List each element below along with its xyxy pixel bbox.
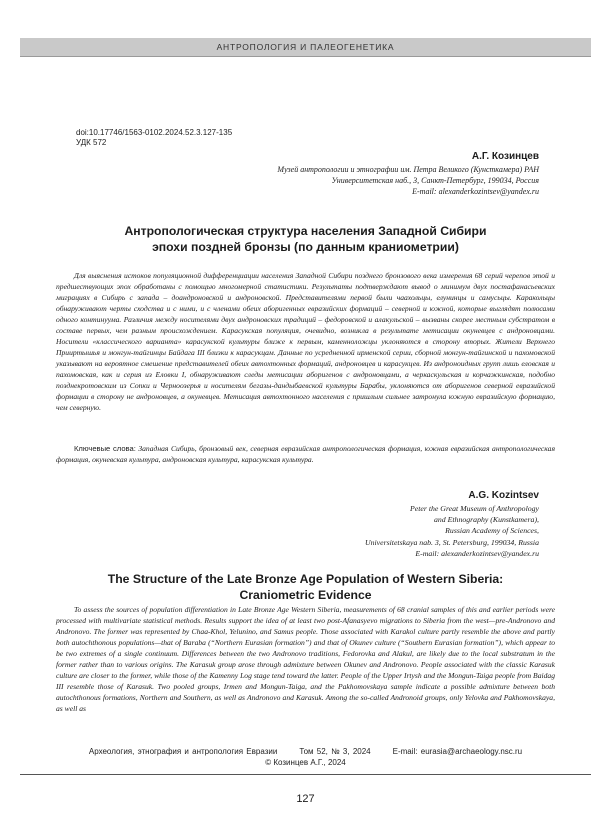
journal-name: Археология, этнография и антропология Евразии	[88, 747, 278, 756]
article-title-en	[60, 571, 551, 603]
affiliation-ru-line: Музей антропологии и этнографии им. Петра Великого (Кунсткамера) РАН	[277, 165, 539, 174]
title-ru-line: эпохи поздней бронзы (по данным краниометрии)	[152, 240, 459, 254]
page-number: 127	[296, 793, 315, 805]
doi: doi:10.17746/1563-0102.2024.52.3.127-135	[76, 128, 233, 137]
journal-volume: Том 52,	[299, 747, 328, 756]
keywords-label: Ключевые слова:	[74, 444, 136, 453]
affiliation-en-line: Russian Academy of Sciences,	[445, 526, 539, 536]
title-en-line: Craniometric Evidence	[239, 588, 372, 602]
journal-email: E-mail: eurasia@archaeology.nsc.ru	[392, 747, 523, 756]
section-header: АНТРОПОЛОГИЯ И ПАЛЕОГЕНЕТИКА	[20, 38, 591, 57]
keywords-text: Западная Сибирь, бронзовый век, северная евразийская антропологическая формация, южная евразийская антропологическая формация, окуневская культура, андроновская культура, карасукская культура.	[56, 444, 555, 464]
affiliation-en-line: and Ethnography (Kunstkamera),	[433, 515, 539, 525]
abstract-en: To assess the sources of population differentiation in Late Bronze Age Western Siberia, measurements of 68 cranial samples of this and earlier periods were processed with multivariate statistical methods. Results support the idea of at least two post-Afanasyevo migrations to Siberia from the west—pre-Andronovo and Andronovo. The former was represented by Chaa-Khol, Yelunino, and Samus people. Those associated with Karakol culture partly resemble the above and partly both autochthonous populations—that of Baraba (“Northern Eurasian formation”) and that of Okunev culture (“Southern Eurasian formation”), which appear to be two extremes of a single continuum. Differences between the two Andronovo traditions, Fedorovka and Alakul, are likely due to the local substratum in the former rather than to various origins. The Karasuk group arose through admixture between Okunev and Andronovo. People associated with the classic Karasuk culture are closer to the former, while those of the Kamenny Log stage tend toward the latter. People of the Upper Irtysh and the Mongun-Taiga people from Baidag III resemble those of Karasuk. Two pooled groups, Irmen and Mongun-Taiga, and the Pakhomovskaya sample indicate a possible admixture between both autochthonous formations, Northern and Southern, as well as Andronovo and Karasuk. Among the so-called Andronoid groups, only Yelovka and Pakhomovskaya, as well as	[56, 605, 555, 713]
udk-code: УДК 572	[76, 138, 107, 147]
journal-issue: № 3,	[331, 747, 350, 756]
copyright: © Козинцев А.Г., 2024	[265, 758, 346, 767]
title-ru-line: Антропологическая структура населения Западной Сибири	[124, 224, 487, 238]
affiliation-en-line: Peter the Great Museum of Anthropology	[410, 504, 539, 513]
footer-divider	[20, 774, 591, 775]
title-en-line: The Structure of the Late Bronze Age Population of Western Siberia:	[107, 572, 504, 586]
journal-footer	[20, 747, 591, 756]
abstract-ru: Для выяснения истоков популяционной дифференциации населения Западной Сибири позднего бронзового века измерения 68 серий черепов этой и предшествующих эпох обработаны с помощью многомерной статистики. Результаты подтверждают вывод о минимум двух постафанасьевских миграциях в Сибирь с запада – доандроновской и андроновской. Представителями первой были чаахольцы, елунинцы и самусьцы. Каракольцы обнаруживают черты сходства и с ними, и с членами обеих аборигенных евразийских формаций – северной и южной, которые выглядят полюсами одного континуума. Различия между носителями двух андроновских традиций – федоровской и алакульской – вызваны скорее местным субстратом в составе первых, чем разным происхождением. Карасукская популяция, очевидно, возникла в результате метисации окуневцев с андроновцами. Носители «классического варианта» карасукской культуры ближе к первым, каменноложцы уклоняются в сторону вторых. Жители Верхнего Прииртышья и монгун-тайгинцы Байдага III близки к карасукцам. Данные по усредненной ирменской серии, сборной монгун-тайгинской и пахомовской указывают на вероятное смешение представителей обеих автохтонных формаций, андроновцев и карасукцев. Из андроноидных групп лишь еловская и пахомовская, как и серия из Еловки I, обнаруживают следы метисации аборигенов с андроновцами, а черкаскульская и корчажкинская, подобно позднекротовским из Сопки и Черноозерья и носителям бегазы-дандыбаевской культуры Барабы, уклоняются от аборигенов северной евразийской формации в сторону не андроновцев, а окуневцев. Метисация автохтонного населения с пришлым сильнее затронула южную евразийскую формацию, чем северную.	[56, 271, 555, 412]
affiliation-en	[365, 503, 539, 559]
affiliation-ru	[277, 164, 539, 197]
journal-year: 2024	[352, 747, 371, 756]
affiliation-ru-line: Университетская наб., 3, Санкт-Петербург, 199034, Россия	[331, 176, 539, 185]
article-title-ru	[60, 223, 551, 255]
affiliation-en-email: E-mail: alexanderkozintsev@yandex.ru	[415, 548, 539, 558]
affiliation-en-line: Universitetskaya nab. 3, St. Petersburg, 199034, Russia	[364, 537, 539, 547]
affiliation-ru-email: E-mail: alexanderkozintsev@yandex.ru	[412, 187, 539, 196]
keywords-ru	[56, 443, 555, 465]
author-name-ru: А.Г. Козинцев	[471, 151, 539, 162]
author-name-en: A.G. Kozintsev	[468, 490, 539, 501]
